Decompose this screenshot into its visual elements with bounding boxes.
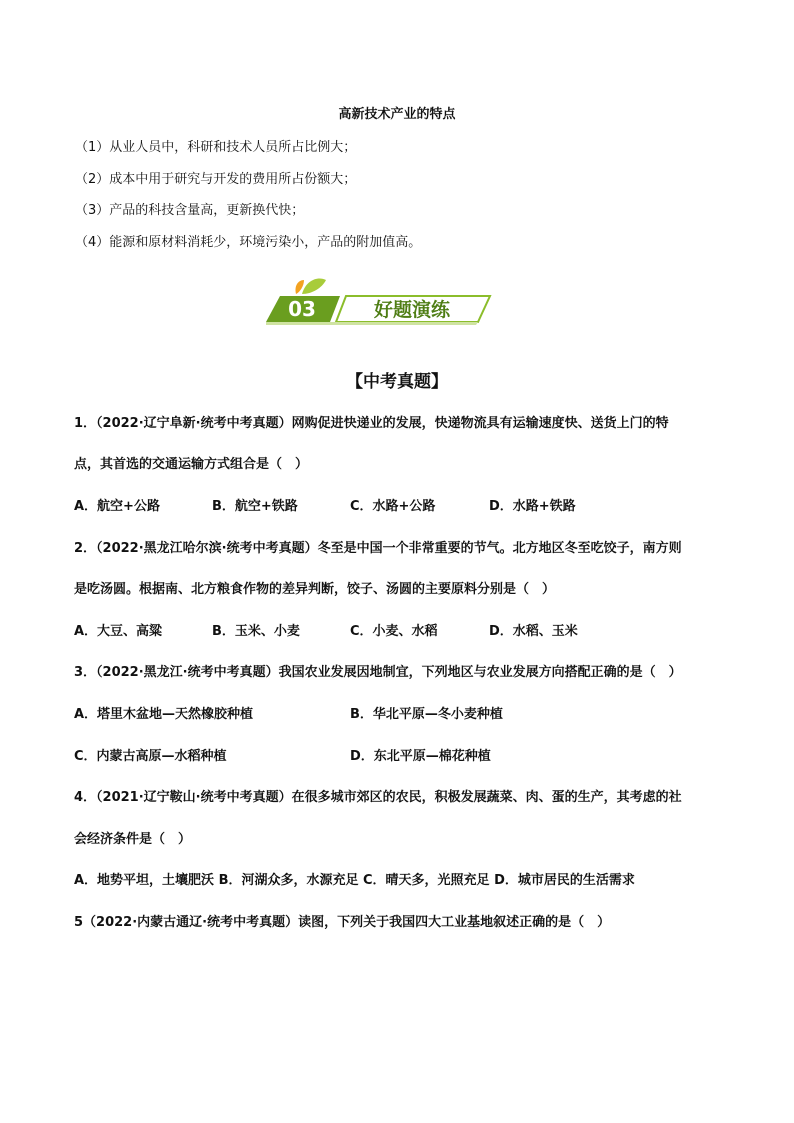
option: B．航空+铁路 — [212, 499, 298, 514]
feature-item: （3）产品的科技含量高，更新换代快； — [75, 203, 305, 218]
question-line: 3．（2022·黑龙江·统考中考真题）我国农业发展因地制宜，下列地区与农业发展方向搭配正确的是（ ） — [74, 665, 682, 680]
section-banner — [266, 274, 492, 326]
feature-item: （2）成本中用于研究与开发的费用所占份额大； — [75, 172, 357, 187]
option: C．小麦、水稻 — [350, 624, 438, 639]
question-line: 1．（2022·辽宁阜新·统考中考真题）网购促进快递业的发展，快递物流具有运输速度快、送货上门的特 — [74, 416, 669, 431]
feature-item: （1）从业人员中，科研和技术人员所占比例大； — [75, 140, 357, 155]
option: C．水路+公路 — [350, 499, 436, 514]
option: A．航空+公路 — [74, 499, 160, 514]
question-line: 点，其首选的交通运输方式组合是（ ） — [74, 457, 309, 472]
option: C．内蒙古高原—水稻种植 — [74, 749, 227, 764]
option: D．水稻、玉米 — [489, 624, 578, 639]
option: D．东北平原—棉花种植 — [350, 749, 491, 764]
question-line: 会经济条件是（ ） — [74, 832, 192, 847]
question-line: 4．（2021·辽宁鞍山·统考中考真题）在很多城市郊区的农民，积极发展蔬菜、肉、蛋的生产，其考虑的社 — [74, 790, 682, 805]
option: B．玉米、小麦 — [212, 624, 300, 639]
leaf-icon — [302, 279, 326, 294]
question-line: 2．（2022·黑龙江哈尔滨·统考中考真题）冬至是中国一个非常重要的节气。北方地区冬至吃饺子，南方则 — [74, 541, 682, 556]
feature-item: （4）能源和原材料消耗少，环境污染小，产品的附加值高。 — [75, 235, 422, 250]
banner-number: 03 — [288, 297, 316, 321]
option: A．地势平坦，土壤肥沃 B．河湖众多，水源充足 C．晴天多，光照充足 D．城市居民的生活需求 — [74, 873, 635, 888]
option: A．塔里木盆地—天然橡胶种植 — [74, 707, 254, 722]
question-line: 是吃汤圆。根据南、北方粮食作物的差异判断，饺子、汤圆的主要原料分别是（ ） — [74, 582, 556, 597]
option: A．大豆、高粱 — [74, 624, 163, 639]
option: D．水路+铁路 — [489, 499, 576, 514]
page-title: 高新技术产业的特点 — [338, 107, 456, 122]
question-line: 5（2022·内蒙古通辽·统考中考真题）读图，下列关于我国四大工业基地叙述正确的是（ ） — [74, 915, 611, 930]
section-title: 【中考真题】 — [346, 372, 448, 392]
banner-graphic — [266, 274, 492, 326]
option: B．华北平原—冬小麦种植 — [350, 707, 503, 722]
banner-label: 好题演练 — [373, 299, 451, 321]
